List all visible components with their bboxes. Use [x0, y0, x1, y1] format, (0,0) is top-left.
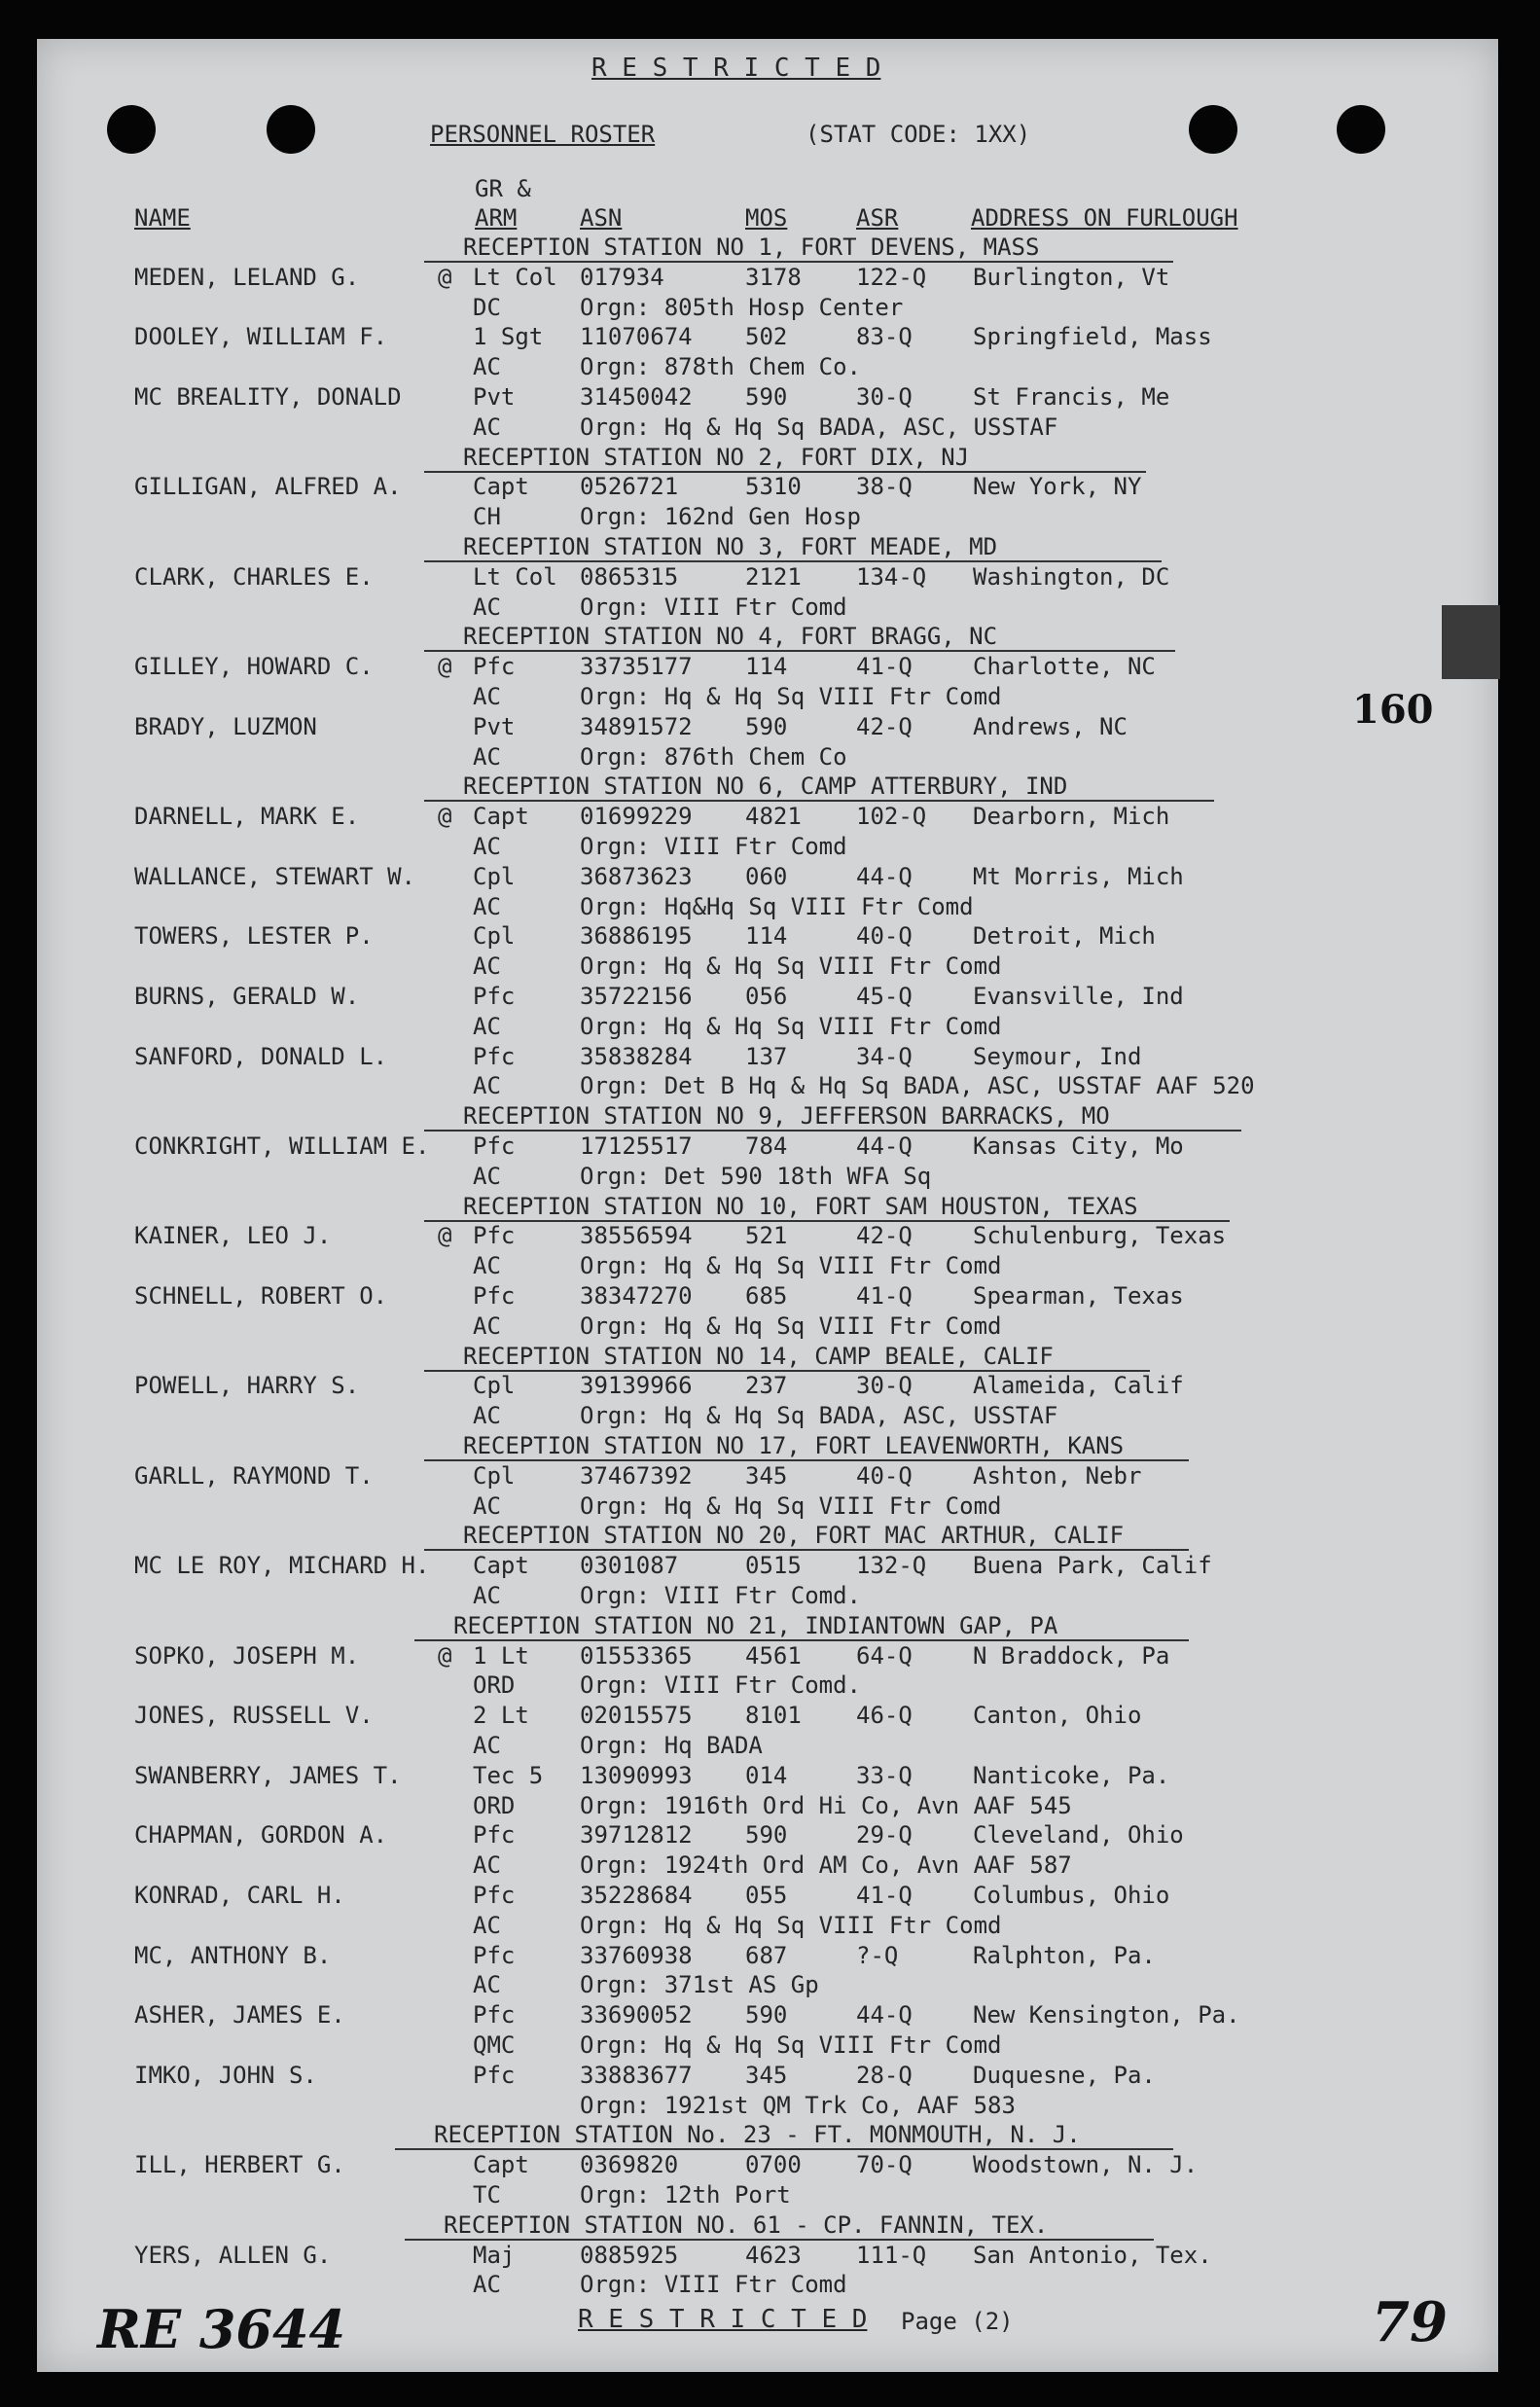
- row-orgn: Orgn: VIII Ftr Comd: [580, 2271, 847, 2299]
- row-grade: Pfc: [473, 1042, 516, 1070]
- row-orgn: Orgn: VIII Ftr Comd.: [580, 1671, 861, 1700]
- row-address: Kansas City, Mo: [973, 1132, 1184, 1160]
- row-orgn: Orgn: VIII Ftr Comd.: [580, 1582, 861, 1609]
- row-name: DOOLEY, WILLIAM F.: [134, 323, 388, 351]
- row-asr: 111-Q: [856, 2241, 927, 2269]
- row-name: TOWERS, LESTER P.: [134, 922, 374, 951]
- station-header: RECEPTION STATION NO. 61 - CP. FANNIN, TEX.: [444, 2210, 1049, 2239]
- row-asr: 30-Q: [856, 383, 913, 411]
- row-mos: 590: [745, 383, 788, 411]
- row-asr: 33-Q: [856, 1761, 913, 1789]
- station-rule: [424, 1549, 1189, 1551]
- row-name: ASHER, JAMES E.: [134, 2001, 345, 2030]
- station-header: RECEPTION STATION NO 9, JEFFERSON BARRACKS, MO: [463, 1102, 1110, 1131]
- row-grade: Capt: [473, 1552, 529, 1580]
- row-name: KONRAD, CARL H.: [134, 1882, 345, 1909]
- row-orgn: Orgn: Hq & Hq Sq BADA, ASC, USSTAF: [580, 413, 1058, 441]
- station-rule: [424, 560, 1162, 562]
- row-asn: 34891572: [580, 712, 693, 740]
- row-arm: ORD: [473, 1671, 516, 1700]
- row-mark: @: [438, 1641, 452, 1670]
- row-asn: 0526721: [580, 473, 679, 501]
- row-orgn: Orgn: 162nd Gen Hosp: [580, 503, 861, 531]
- station-rule: [424, 471, 1146, 473]
- row-asr: 134-Q: [856, 562, 927, 591]
- row-name: MEDEN, LELAND G.: [134, 263, 360, 291]
- row-orgn: Orgn: Hq BADA: [580, 1732, 763, 1759]
- row-address: Seymour, Ind: [973, 1042, 1142, 1070]
- row-address: Alameida, Calif: [973, 1372, 1184, 1400]
- row-address: Columbus, Ohio: [973, 1882, 1170, 1909]
- row-asr: 102-Q: [856, 803, 927, 831]
- row-asr: 28-Q: [856, 2061, 913, 2089]
- col-address: ADDRESS ON FURLOUGH: [971, 204, 1238, 232]
- row-orgn: Orgn: 878th Chem Co.: [580, 353, 861, 381]
- row-grade: Pfc: [473, 1882, 516, 1909]
- station-rule: [395, 2148, 1173, 2150]
- station-header: RECEPTION STATION No. 23 - FT. MONMOUTH, N. J.: [434, 2121, 1081, 2149]
- row-arm: AC: [473, 593, 501, 621]
- row-name: JONES, RUSSELL V.: [134, 1702, 374, 1730]
- row-asn: 33760938: [580, 1941, 693, 1969]
- row-address: Duquesne, Pa.: [973, 2061, 1156, 2089]
- row-orgn: Orgn: Hq & Hq Sq VIII Ftr Comd: [580, 1311, 1002, 1340]
- row-asr: 30-Q: [856, 1372, 913, 1400]
- row-orgn: Orgn: VIII Ftr Comd: [580, 833, 847, 860]
- row-orgn: Orgn: Hq&Hq Sq VIII Ftr Comd: [580, 892, 974, 920]
- row-address: St Francis, Me: [973, 383, 1170, 411]
- row-orgn: Orgn: Hq & Hq Sq VIII Ftr Comd: [580, 2031, 1002, 2059]
- row-name: MC LE ROY, MICHARD H.: [134, 1552, 430, 1580]
- row-arm: AC: [473, 2271, 501, 2299]
- row-asr: 40-Q: [856, 1461, 913, 1490]
- row-mos: 114: [745, 653, 788, 681]
- row-arm: AC: [473, 1851, 501, 1880]
- row-asn: 33735177: [580, 653, 693, 681]
- row-asn: 38556594: [580, 1222, 693, 1250]
- row-mos: 055: [745, 1882, 788, 1909]
- row-address: Charlotte, NC: [973, 653, 1156, 681]
- row-asr: 83-Q: [856, 323, 913, 351]
- row-mos: 345: [745, 2061, 788, 2089]
- row-grade: Pfc: [473, 2001, 516, 2030]
- row-mos: 0700: [745, 2151, 802, 2179]
- row-name: WALLANCE, STEWART W.: [134, 862, 415, 890]
- row-grade: Pfc: [473, 1821, 516, 1850]
- row-address: Schulenburg, Texas: [973, 1222, 1227, 1250]
- row-address: Mt Morris, Mich: [973, 862, 1184, 890]
- row-orgn: Orgn: Hq & Hq Sq VIII Ftr Comd: [580, 1252, 1002, 1280]
- row-orgn: Orgn: Hq & Hq Sq BADA, ASC, USSTAF: [580, 1402, 1058, 1430]
- station-header: RECEPTION STATION NO 4, FORT BRAGG, NC: [463, 623, 998, 651]
- row-arm: CH: [473, 503, 501, 531]
- row-orgn: Orgn: 1921st QM Trk Co, AAF 583: [580, 2091, 1016, 2119]
- row-asn: 0301087: [580, 1552, 679, 1580]
- row-name: YERS, ALLEN G.: [134, 2241, 332, 2269]
- station-header: RECEPTION STATION NO 17, FORT LEAVENWORTH, KANS: [463, 1432, 1125, 1459]
- punch-hole: [107, 105, 156, 154]
- row-grade: Capt: [473, 473, 529, 501]
- station-rule: [424, 1370, 1150, 1372]
- row-arm: AC: [473, 952, 501, 981]
- row-asr: 41-Q: [856, 1282, 913, 1310]
- row-mos: 237: [745, 1372, 788, 1400]
- row-arm: AC: [473, 1732, 501, 1759]
- station-header: RECEPTION STATION NO 3, FORT MEADE, MD: [463, 533, 998, 560]
- row-mos: 3178: [745, 263, 802, 291]
- row-address: San Antonio, Tex.: [973, 2241, 1212, 2269]
- row-grade: Pvt: [473, 383, 516, 411]
- row-asn: 31450042: [580, 383, 693, 411]
- row-address: Andrews, NC: [973, 712, 1128, 740]
- row-address: Cleveland, Ohio: [973, 1821, 1184, 1850]
- punch-hole: [1337, 105, 1385, 154]
- row-arm: AC: [473, 1911, 501, 1939]
- row-mos: 014: [745, 1761, 788, 1789]
- station-rule: [414, 1639, 1189, 1641]
- row-address: Dearborn, Mich: [973, 803, 1170, 831]
- row-asr: 42-Q: [856, 712, 913, 740]
- row-asn: 35722156: [580, 983, 693, 1010]
- row-arm: AC: [473, 1582, 501, 1609]
- row-mark: @: [438, 1222, 452, 1250]
- row-grade: Pfc: [473, 1132, 516, 1160]
- row-asn: 36873623: [580, 862, 693, 890]
- row-address: Evansville, Ind: [973, 983, 1184, 1010]
- row-asr: 45-Q: [856, 983, 913, 1010]
- col-gr-arm-1: GR &: [475, 175, 531, 202]
- row-mos: 056: [745, 983, 788, 1010]
- col-mos: MOS: [745, 204, 788, 232]
- row-address: Burlington, Vt: [973, 263, 1170, 291]
- station-header: RECEPTION STATION NO 6, CAMP ATTERBURY, IND: [463, 772, 1068, 801]
- roster-title: PERSONNEL ROSTER: [430, 121, 656, 148]
- row-asn: 01699229: [580, 803, 693, 831]
- row-orgn: Orgn: 1916th Ord Hi Co, Avn AAF 545: [580, 1791, 1072, 1819]
- row-asr: 132-Q: [856, 1552, 927, 1580]
- station-header: RECEPTION STATION NO 20, FORT MAC ARTHUR, CALIF: [463, 1522, 1125, 1550]
- row-asr: 40-Q: [856, 922, 913, 951]
- row-address: N Braddock, Pa: [973, 1641, 1170, 1670]
- row-mos: 685: [745, 1282, 788, 1310]
- row-address: Spearman, Texas: [973, 1282, 1184, 1310]
- row-asr: 46-Q: [856, 1702, 913, 1730]
- col-name: NAME: [134, 204, 191, 232]
- tab-marker: [1442, 605, 1500, 679]
- row-asn: 13090993: [580, 1761, 693, 1789]
- punch-hole: [1189, 105, 1237, 154]
- row-mos: 137: [745, 1042, 788, 1070]
- row-grade: Lt Col: [473, 562, 557, 591]
- row-name: GILLIGAN, ALFRED A.: [134, 473, 402, 501]
- station-header: RECEPTION STATION NO 10, FORT SAM HOUSTON, TEXAS: [463, 1192, 1138, 1220]
- row-orgn: Orgn: 1924th Ord AM Co, Avn AAF 587: [580, 1851, 1072, 1880]
- row-arm: ORD: [473, 1791, 516, 1819]
- row-asn: 0865315: [580, 562, 679, 591]
- row-mos: 8101: [745, 1702, 802, 1730]
- row-address: Nanticoke, Pa.: [973, 1761, 1170, 1789]
- row-asn: 0369820: [580, 2151, 679, 2179]
- row-mos: 2121: [745, 562, 802, 591]
- row-mos: 590: [745, 2001, 788, 2030]
- side-number: 160: [1352, 687, 1434, 733]
- row-orgn: Orgn: 12th Port: [580, 2181, 791, 2209]
- row-grade: Capt: [473, 2151, 529, 2179]
- row-arm: AC: [473, 413, 501, 441]
- row-orgn: Orgn: Hq & Hq Sq VIII Ftr Comd: [580, 1911, 1002, 1939]
- row-orgn: Orgn: Det 590 18th WFA Sq: [580, 1162, 932, 1190]
- row-arm: AC: [473, 353, 501, 381]
- row-orgn: Orgn: 805th Hosp Center: [580, 293, 904, 321]
- row-grade: Lt Col: [473, 263, 557, 291]
- row-mark: @: [438, 263, 452, 291]
- station-rule: [405, 2239, 1154, 2241]
- station-rule: [424, 1220, 1230, 1222]
- row-name: DARNELL, MARK E.: [134, 803, 360, 831]
- station-header: RECEPTION STATION NO 2, FORT DIX, NJ: [463, 443, 970, 471]
- row-name: SCHNELL, ROBERT O.: [134, 1282, 388, 1310]
- row-mos: 502: [745, 323, 788, 351]
- row-arm: AC: [473, 1311, 501, 1340]
- row-name: BRADY, LUZMON: [134, 712, 317, 740]
- row-asn: 36886195: [580, 922, 693, 951]
- row-arm: AC: [473, 1402, 501, 1430]
- classification-bottom: R E S T R I C T E D: [578, 2305, 868, 2334]
- row-grade: 2 Lt: [473, 1702, 529, 1730]
- row-asr: 41-Q: [856, 653, 913, 681]
- row-arm: AC: [473, 1072, 501, 1100]
- row-asr: 44-Q: [856, 1132, 913, 1160]
- row-grade: Pfc: [473, 653, 516, 681]
- row-arm: AC: [473, 1971, 501, 1999]
- row-mos: 0515: [745, 1552, 802, 1580]
- row-asr: 38-Q: [856, 473, 913, 501]
- station-rule: [424, 261, 1173, 263]
- row-arm: AC: [473, 1162, 501, 1190]
- row-arm: AC: [473, 742, 501, 771]
- station-rule: [424, 1459, 1189, 1461]
- row-asr: 70-Q: [856, 2151, 913, 2179]
- row-arm: AC: [473, 833, 501, 860]
- row-arm: QMC: [473, 2031, 516, 2059]
- row-grade: Pvt: [473, 712, 516, 740]
- row-name: IMKO, JOHN S.: [134, 2061, 317, 2089]
- row-arm: AC: [473, 683, 501, 710]
- row-address: Springfield, Mass: [973, 323, 1212, 351]
- station-header: RECEPTION STATION NO 14, CAMP BEALE, CALIF: [463, 1342, 1054, 1370]
- row-name: MC, ANTHONY B.: [134, 1941, 332, 1969]
- row-mos: 590: [745, 1821, 788, 1850]
- row-asn: 33690052: [580, 2001, 693, 2030]
- row-arm: DC: [473, 293, 501, 321]
- row-asr: 64-Q: [856, 1641, 913, 1670]
- row-grade: Tec 5: [473, 1761, 544, 1789]
- row-asn: 35838284: [580, 1042, 693, 1070]
- row-grade: Pfc: [473, 1222, 516, 1250]
- row-grade: Cpl: [473, 1461, 516, 1490]
- punch-hole: [267, 105, 315, 154]
- row-address: Woodstown, N. J.: [973, 2151, 1199, 2179]
- row-orgn: Orgn: Hq & Hq Sq VIII Ftr Comd: [580, 1012, 1002, 1040]
- row-orgn: Orgn: 371st AS Gp: [580, 1971, 819, 1999]
- row-arm: AC: [473, 1491, 501, 1520]
- col-asr: ASR: [856, 204, 899, 232]
- row-asr: ?-Q: [856, 1941, 899, 1969]
- row-grade: Pfc: [473, 2061, 516, 2089]
- row-grade: 1 Lt: [473, 1641, 529, 1670]
- row-asn: 38347270: [580, 1282, 693, 1310]
- row-mos: 784: [745, 1132, 788, 1160]
- row-address: Ralphton, Pa.: [973, 1941, 1156, 1969]
- row-mos: 590: [745, 712, 788, 740]
- row-name: CLARK, CHARLES E.: [134, 562, 374, 591]
- row-name: BURNS, GERALD W.: [134, 983, 360, 1010]
- station-rule: [424, 1130, 1241, 1132]
- row-address: Detroit, Mich: [973, 922, 1156, 951]
- row-orgn: Orgn: Det B Hq & Hq Sq BADA, ASC, USSTAF AAF 520: [580, 1072, 1255, 1100]
- station-rule: [424, 800, 1214, 802]
- row-address: Canton, Ohio: [973, 1702, 1142, 1730]
- row-asn: 17125517: [580, 1132, 693, 1160]
- sheet-number: 79: [1372, 2290, 1448, 2354]
- row-grade: Pfc: [473, 983, 516, 1010]
- row-mos: 4623: [745, 2241, 802, 2269]
- row-address: Ashton, Nebr: [973, 1461, 1142, 1490]
- row-asr: 41-Q: [856, 1882, 913, 1909]
- row-orgn: Orgn: Hq & Hq Sq VIII Ftr Comd: [580, 1491, 1002, 1520]
- row-mos: 521: [745, 1222, 788, 1250]
- row-name: SWANBERRY, JAMES T.: [134, 1761, 402, 1789]
- row-address: Buena Park, Calif: [973, 1552, 1212, 1580]
- classification-top: R E S T R I C T E D: [591, 54, 881, 83]
- row-grade: Cpl: [473, 922, 516, 951]
- row-name: MC BREALITY, DONALD: [134, 383, 402, 411]
- col-gr-arm-2: ARM: [475, 204, 518, 232]
- row-asn: 37467392: [580, 1461, 693, 1490]
- stat-code: (STAT CODE: 1XX): [806, 121, 1031, 148]
- row-arm: AC: [473, 1012, 501, 1040]
- row-grade: Cpl: [473, 862, 516, 890]
- document-page: [37, 39, 1498, 2372]
- row-asn: 017934: [580, 263, 664, 291]
- station-rule: [424, 650, 1175, 652]
- row-arm: AC: [473, 1252, 501, 1280]
- row-grade: 1 Sgt: [473, 323, 544, 351]
- handwritten-reference: RE 3644: [97, 2298, 346, 2360]
- row-orgn: Orgn: 876th Chem Co: [580, 742, 847, 771]
- row-asr: 29-Q: [856, 1821, 913, 1850]
- row-mos: 4821: [745, 803, 802, 831]
- row-grade: Capt: [473, 803, 529, 831]
- row-name: POWELL, HARRY S.: [134, 1372, 360, 1400]
- row-name: SANFORD, DONALD L.: [134, 1042, 388, 1070]
- row-mark: @: [438, 803, 452, 831]
- row-mark: @: [438, 653, 452, 681]
- row-asr: 122-Q: [856, 263, 927, 291]
- row-asr: 34-Q: [856, 1042, 913, 1070]
- row-arm: TC: [473, 2181, 501, 2209]
- row-address: New Kensington, Pa.: [973, 2001, 1240, 2030]
- row-asn: 11070674: [580, 323, 693, 351]
- row-grade: Pfc: [473, 1282, 516, 1310]
- row-name: GARLL, RAYMOND T.: [134, 1461, 374, 1490]
- row-orgn: Orgn: Hq & Hq Sq VIII Ftr Comd: [580, 683, 1002, 710]
- row-name: CHAPMAN, GORDON A.: [134, 1821, 388, 1850]
- row-mos: 060: [745, 862, 788, 890]
- row-asn: 0885925: [580, 2241, 679, 2269]
- row-name: ILL, HERBERT G.: [134, 2151, 345, 2179]
- col-asn: ASN: [580, 204, 623, 232]
- row-address: Washington, DC: [973, 562, 1170, 591]
- row-asn: 33883677: [580, 2061, 693, 2089]
- row-name: KAINER, LEO J.: [134, 1222, 332, 1250]
- row-asn: 35228684: [580, 1882, 693, 1909]
- row-asn: 39139966: [580, 1372, 693, 1400]
- row-name: SOPKO, JOSEPH M.: [134, 1641, 360, 1670]
- row-orgn: Orgn: VIII Ftr Comd: [580, 593, 847, 621]
- station-header: RECEPTION STATION NO 21, INDIANTOWN GAP, PA: [453, 1611, 1058, 1639]
- row-asr: 44-Q: [856, 2001, 913, 2030]
- page-number: Page (2): [901, 2308, 1014, 2335]
- row-asn: 01553365: [580, 1641, 693, 1670]
- station-header: RECEPTION STATION NO 1, FORT DEVENS, MASS: [463, 234, 1040, 261]
- row-asn: 02015575: [580, 1702, 693, 1730]
- row-arm: AC: [473, 892, 501, 920]
- row-orgn: Orgn: Hq & Hq Sq VIII Ftr Comd: [580, 952, 1002, 981]
- row-grade: Maj: [473, 2241, 516, 2269]
- row-mos: 114: [745, 922, 788, 951]
- row-grade: Cpl: [473, 1372, 516, 1400]
- row-asn: 39712812: [580, 1821, 693, 1850]
- row-mos: 5310: [745, 473, 802, 501]
- row-name: GILLEY, HOWARD C.: [134, 653, 374, 681]
- row-mos: 4561: [745, 1641, 802, 1670]
- row-mos: 687: [745, 1941, 788, 1969]
- row-asr: 42-Q: [856, 1222, 913, 1250]
- row-grade: Pfc: [473, 1941, 516, 1969]
- row-name: CONKRIGHT, WILLIAM E.: [134, 1132, 430, 1160]
- row-mos: 345: [745, 1461, 788, 1490]
- row-asr: 44-Q: [856, 862, 913, 890]
- row-address: New York, NY: [973, 473, 1142, 501]
